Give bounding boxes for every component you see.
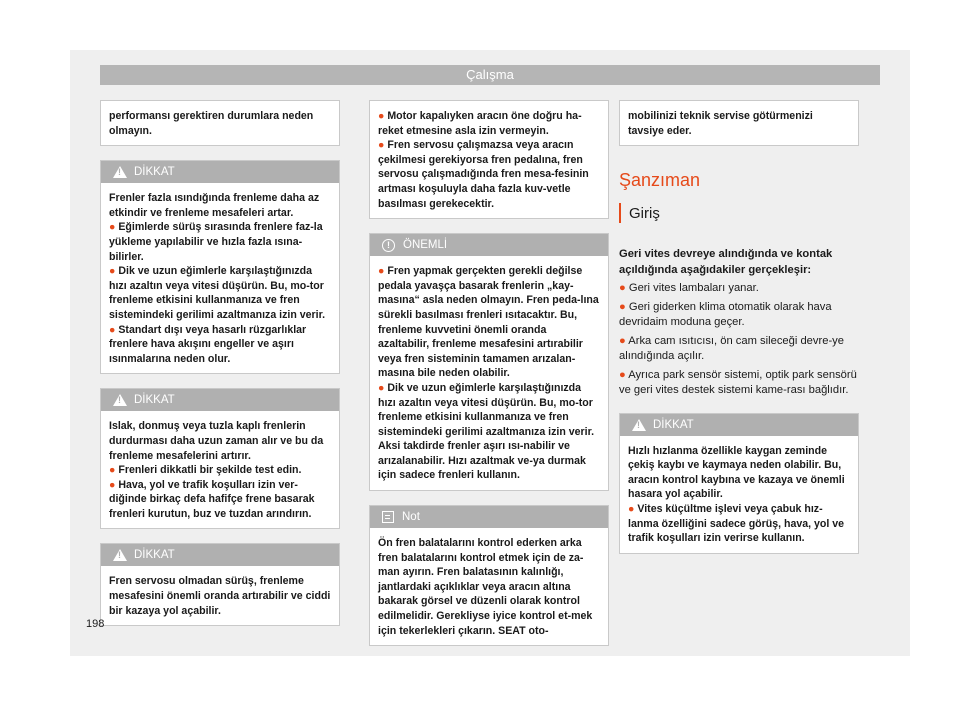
bullet-item: ● Hava, yol ve trafik koşulları izin ver-diğinde birkaç defa hafifçe frene basarak frenleri kurutun, buz ve tuzdan arındırın. (109, 478, 315, 520)
important-box (369, 233, 609, 491)
warning-intro: Frenler fazla ısındığında frenleme daha az etkindir ve frenleme mesafeleri artar. (109, 192, 320, 219)
bullet-icon: ● (619, 368, 629, 381)
warning-intro: Fren servosu olmadan sürüş, frenleme mesafesini önemli oranda artırabilir ve ciddi bir kazaya yol açabilir. (109, 575, 331, 617)
page-header: Çalışma (100, 65, 880, 85)
bullet-icon: ● (378, 381, 388, 394)
warning-box (100, 388, 340, 529)
bullet-item: ● Frenleri dikkatli bir şekilde test edin. (109, 464, 302, 477)
continuation-text: performansı gerektiren durumlara neden olmayın. (109, 110, 314, 137)
continuation-box (369, 100, 609, 219)
note-text: Ön fren balatalarını kontrol ederken arka fren balatalarını kontrol etmek için de za-man ayırın. Fren balatasının kalınlığı, jantlardaki açıklıklar veya aracın altına bakarak görsel ve düzenli olarak kontrol edilmelidir. Gerekliyse iyice kontrol et-mek için tekerlekleri çıkarın. SEAT oto- (378, 537, 593, 637)
bullet-icon: ● (378, 139, 388, 152)
bullet-item: ● Arka cam ısıtıcısı, ön cam sileceği devre-ye alındığında açılır. (619, 334, 844, 363)
warning-label: DİKKAT (134, 549, 175, 562)
warning-box (100, 543, 340, 626)
bullet-item: ● Vites küçültme işlevi veya çabuk hız-lanma özelliğini sadece görüş, hava, yol ve trafik koşulları izin verirse kullanın. (628, 503, 845, 545)
subsection-marker (619, 203, 621, 223)
bullet-icon: ● (378, 110, 388, 122)
intro-text: Geri vites devreye alındığında ve kontak açıldığında aşağıdakiler gerçekleşir: (619, 248, 833, 276)
bullet-icon: ● (109, 265, 119, 278)
warning-box (619, 413, 859, 554)
bullet-item: ● Fren servosu çalışmazsa veya aracın çekilmesi gerekiyorsa fren pedalına, fren servosu çalışmadığında fren mesa-fesinin artması koşuluyla daha fazla kuv-vetle basılması gerekecektir. (378, 139, 589, 210)
continuation-text: mobilinizi teknik servise götürmenizi tavsiye eder. (628, 110, 813, 137)
bullet-icon: ● (109, 323, 119, 336)
bullet-icon: ● (619, 334, 629, 347)
bullet-icon: ● (109, 478, 119, 491)
bullet-icon: ● (628, 503, 638, 516)
note-box (369, 505, 609, 646)
warning-intro: Islak, donmuş veya tuzla kaplı frenlerin durdurması daha uzun zaman alır ve bu da frenleme mesafelerini artırır. (109, 420, 324, 462)
bullet-item: ● Motor kapalıyken aracın öne doğru ha-reket etmesine asla izin vermeyin. (378, 110, 582, 137)
bullet-item: ● Dik ve uzun eğimlerle karşılaştığınızda hızı azaltın veya vitesi düşürün. Bu, mo-tor frenleme etkisini kullanmanıza ve fren sistemindeki gerilimi azaltmanıza izin verir. Aksi takdirde frenler aşırı ısı-nabilir ve arızalanabilir. Hızı azaltmak ve-ya durmak için sadece frenleri kullanın. (378, 381, 595, 482)
warning-icon (113, 549, 127, 561)
bullet-item: ● Ayrıca park sensör sistemi, optik park sensörü ve geri vites destek sistemi kame-rası bağlıdır. (619, 368, 857, 397)
column-2 (369, 100, 609, 660)
warning-label: DİKKAT (134, 394, 175, 407)
bullet-icon: ● (109, 221, 119, 234)
bullet-icon: ● (109, 464, 119, 477)
bullet-item: ● Fren yapmak gerçekten gerekli değilse pedala yavaşça basarak frenlerin „kay-masına“ asla neden olmayın. Fren peda-lına sürekli basılması frenleri ısıtacaktır. Bu, frenleme kuvvetini önemli oranda azaltabilir, frenleme mesafesini artırabilir veya fren sisteminin tamamen arızalan-masına bile neden olabilir. (378, 265, 599, 380)
warning-icon (113, 166, 127, 178)
warning-icon (113, 394, 127, 406)
bullet-icon: ● (619, 300, 629, 313)
subsection-title: Giriş (629, 204, 660, 222)
note-icon (382, 511, 394, 523)
note-label: Not (402, 511, 420, 524)
bullet-item: ● Standart dışı veya hasarlı rüzgarlıklar frenlere hava akışını engeller ve aşırı ısınmalarına neden olur. (109, 323, 307, 365)
important-label: ÖNEMLİ (403, 239, 448, 252)
subsection-heading (619, 203, 859, 223)
bullet-item: ● Geri giderken klima otomatik olarak hava devridaim moduna geçer. (619, 300, 832, 329)
continuation-box (619, 100, 859, 146)
warning-box (100, 160, 340, 374)
page-number: 198 (86, 618, 105, 630)
warning-label: DİKKAT (134, 166, 175, 179)
bullet-item: ● Geri vites lambaları yanar. (619, 282, 759, 295)
warning-label: DİKKAT (653, 418, 694, 431)
warning-icon (632, 419, 646, 431)
bullet-item: ● Dik ve uzun eğimlerle karşılaştığınızda hızı azaltın veya vitesi düşürün. Bu, mo-tor frenleme etkisini kullanmanıza ve fren sistemindeki gerilimi azaltmanıza izin verir. (109, 265, 326, 321)
continuation-box (100, 100, 340, 146)
column-1 (100, 100, 340, 640)
warning-intro: Hızlı hızlanma özellikle kaygan zeminde çekiş kaybı ve kaymaya neden olabilir. Bu, aracın kontrol kaybına ve kazaya ve önemli hasara yol açabilir. (628, 444, 845, 501)
column-3 (619, 100, 859, 568)
bullet-icon: ● (378, 265, 388, 278)
bullet-item: ● Eğimlerde sürüş sırasında frenlere faz-la yükleme yapılabilir ve hızla fazla ısına-bilirler. (109, 221, 323, 263)
exclamation-circle-icon: ! (382, 239, 395, 252)
bullet-icon: ● (619, 282, 629, 295)
manual-page (70, 50, 910, 656)
section-title: Şanzıman (619, 170, 701, 191)
